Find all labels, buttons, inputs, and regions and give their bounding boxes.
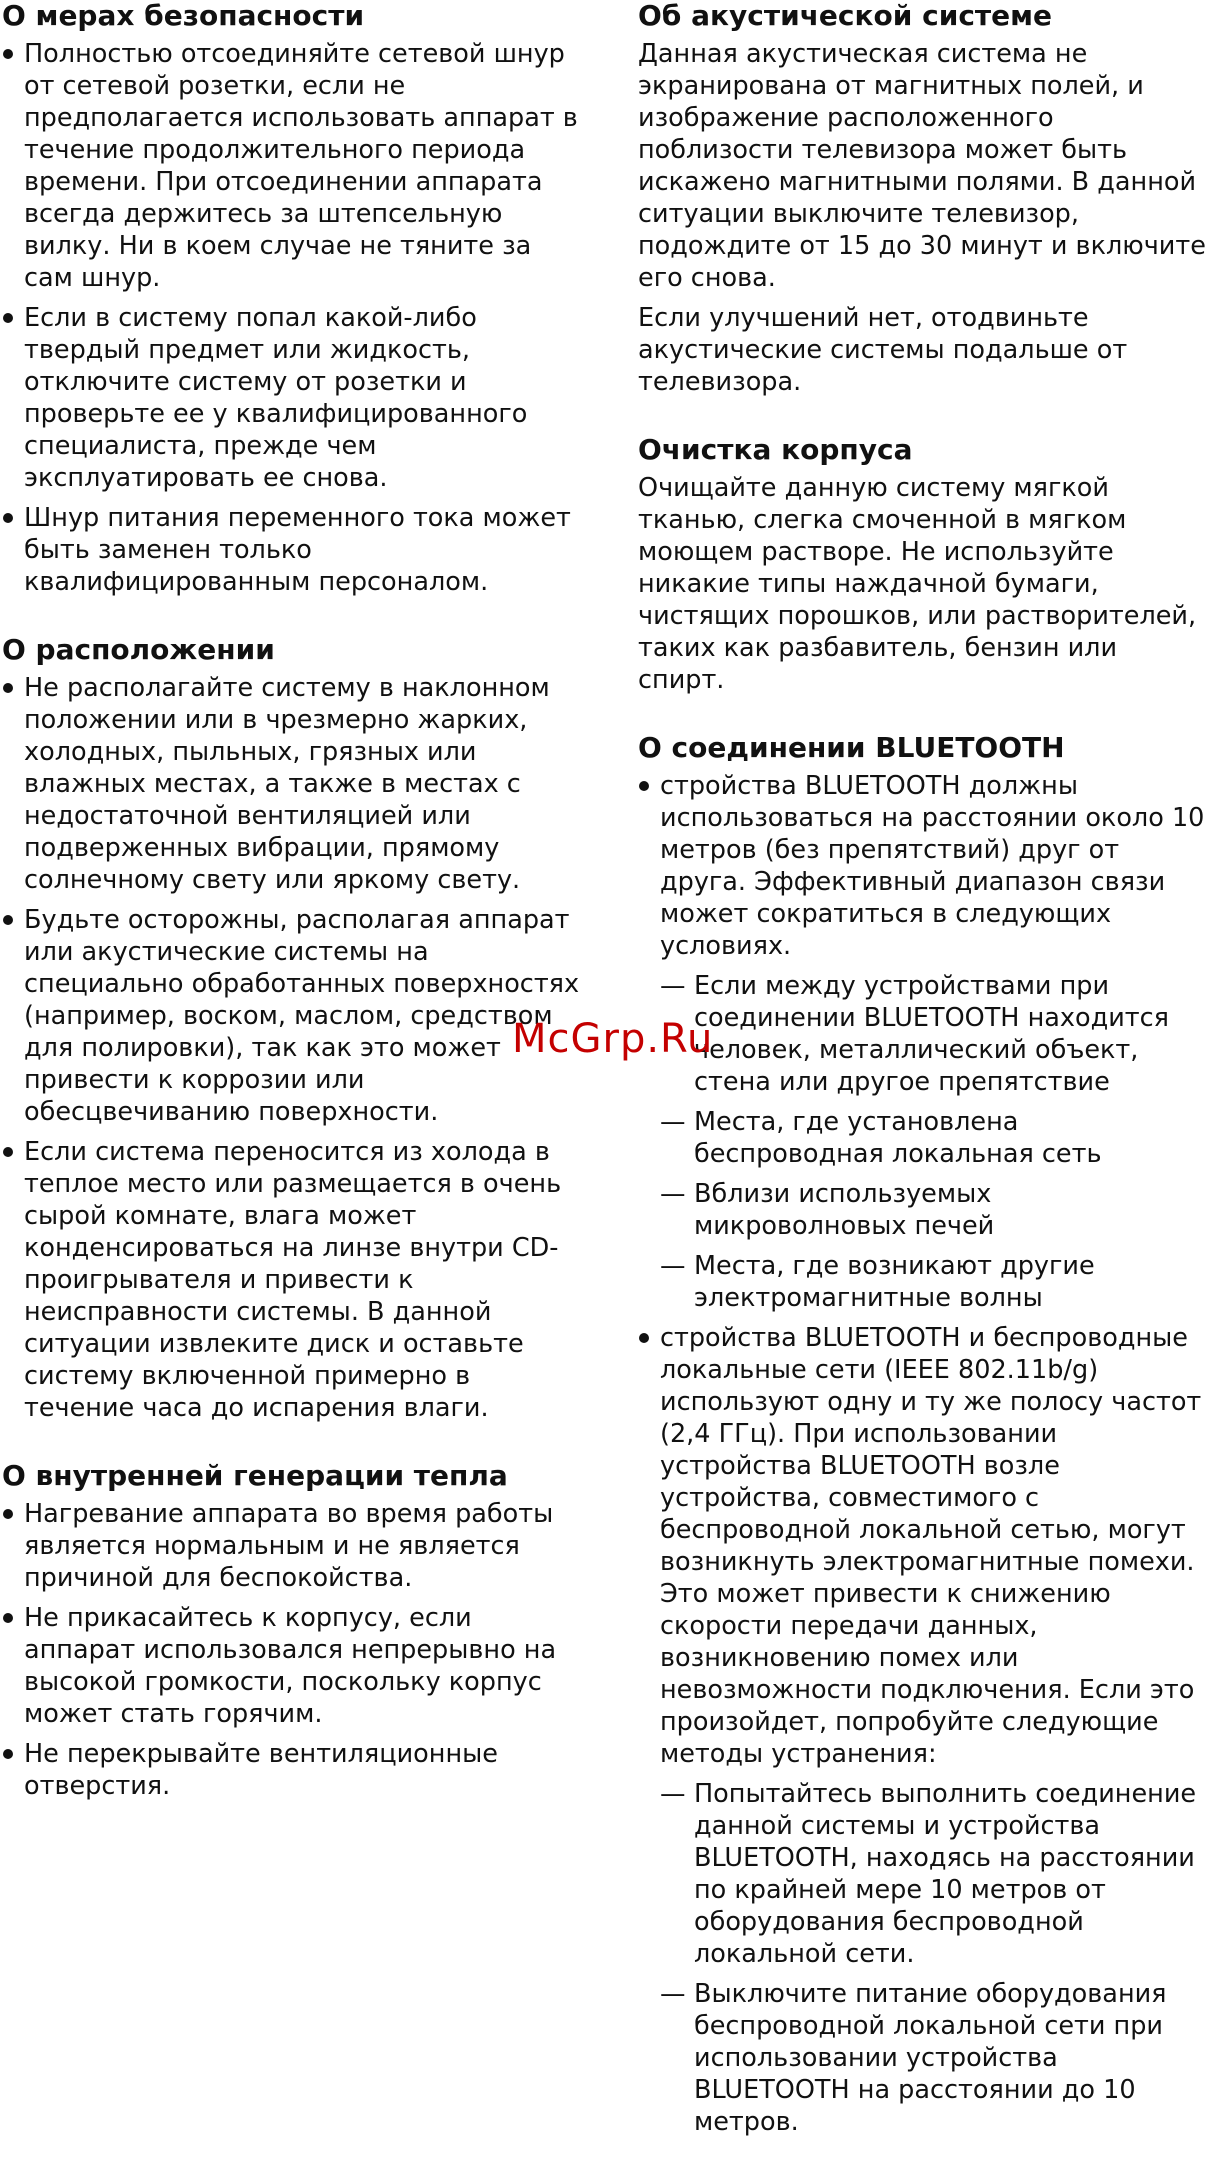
dash-item: — Места, где возникают другие электромагнитные волны — [660, 1250, 1206, 1314]
heading-cleaning: Очистка корпуса — [638, 433, 913, 466]
list-item: Не располагайте систему в наклонном положении или в чрезмерно жарких, холодных, пыльных, грязных или влажных местах, а также в местах с недостаточной вентиляцией или подверженных вибрации, прямому солнечному свету или яркому свету. — [2, 672, 582, 896]
right-column — [638, 0, 1206, 2174]
list-item: Будьте осторожны, располагая аппарат или акустические системы на специально обработанных поверхностях (например, воском, маслом, средством для полировки), так как это может привести к коррозии или обесцвечиванию поверхности. — [2, 904, 582, 1128]
section-speakers — [638, 0, 1206, 398]
list-item: Полностью отсоединяйте сетевой шнур от сетевой розетки, если не предполагается использовать аппарат в течение продолжительного периода времени. При отсоединении аппарата всегда держитесь за штепсельную вилку. Ни в коем случае не тяните за сам шнур. — [2, 38, 582, 294]
remedies-list — [660, 1778, 1206, 2138]
heat-list — [2, 1498, 582, 1802]
list-item: Не перекрывайте вентиляционные отверстия. — [2, 1738, 582, 1802]
list-item — [638, 770, 1206, 1314]
speakers-paragraph-2: Если улучшений нет, отодвиньте акустические системы подальше от телевизора. — [638, 303, 1128, 397]
list-item: Шнур питания переменного тока может быть заменен только квалифицированным персоналом. — [2, 502, 582, 598]
list-item: Если система переносится из холода в теплое место или размещается в очень сырой комнате, влага может конденсироваться на линзе внутри CD-проигрывателя и привести к неисправности системы. В данной ситуации извлеките диск и оставьте систему включенной примерно в течение часа до испарения влаги. — [2, 1136, 582, 1424]
list-item — [638, 1322, 1206, 2138]
heading-safety: О мерах безопасности — [2, 0, 365, 32]
section-bluetooth — [638, 732, 1206, 2138]
bluetooth-interference-text: стройства BLUETOOTH и беспроводные локальные сети (IEEE 802.11b/g) используют одну и ту же полосу частот (2,4 ГГц). При использовании устройства BLUETOOTH возле устройства, совместимого с беспроводной локальной сетью, могут возникнуть электромагнитные помехи. Это может привести к снижению скорости передачи данных, возникновению помех или невозможности подключения. Если это произойдет, попробуйте следующие методы устранения: — [660, 1323, 1202, 1769]
list-item: Если в систему попал какой-либо твердый предмет или жидкость, отключите систему от розетки и проверьте ее у квалифицированного специалиста, прежде чем эксплуатировать ее снова. — [2, 302, 582, 494]
safety-list — [2, 38, 582, 598]
heading-heat: О внутренней генерации тепла — [2, 1459, 508, 1492]
section-placement — [2, 634, 582, 1424]
dash-item: — Вблизи используемых микроволновых печей — [660, 1178, 1206, 1242]
speakers-paragraph: Данная акустическая система не экранирована от магнитных полей, и изображение расположенного поблизости телевизора может быть искажено магнитными полями. В данной ситуации выключите телевизор, подождите от 15 до 30 минут и включите его снова. — [638, 39, 1206, 293]
left-column — [2, 0, 582, 1838]
list-item: Не прикасайтесь к корпусу, если аппарат использовался непрерывно на высокой громкости, поскольку корпус может стать горячим. — [2, 1602, 582, 1730]
range-conditions-list — [660, 970, 1206, 1314]
cleaning-paragraph: Очищайте данную систему мягкой тканью, слегка смоченной в мягком моющем растворе. Не используйте никакие типы наждачной бумаги, чистящих порошков, или растворителей, таких как разбавитель, бензин или спирт. — [638, 473, 1197, 695]
section-safety — [2, 0, 582, 598]
dash-item: — Выключите питание оборудования беспроводной локальной сети при использовании устройства BLUETOOTH на расстоянии до 10 метров. — [660, 1978, 1206, 2138]
list-item: Нагревание аппарата во время работы является нормальным и не является причиной для беспокойства. — [2, 1498, 582, 1594]
section-cleaning — [638, 434, 1206, 696]
heading-placement: О расположении — [2, 633, 275, 666]
watermark-text: McGrp.Ru — [512, 1016, 714, 1062]
placement-list — [2, 672, 582, 1424]
bluetooth-list — [638, 770, 1206, 2138]
dash-item: — Попытайтесь выполнить соединение данной системы и устройства BLUETOOTH, находясь на расстоянии по крайней мере 10 метров от оборудования беспроводной локальной сети. — [660, 1778, 1206, 1970]
heading-speakers: Об акустической системе — [638, 0, 1053, 32]
section-heat — [2, 1460, 582, 1802]
bluetooth-range-text: стройства BLUETOOTH должны использоваться на расстоянии около 10 метров (без препятствий) друг от друга. Эффективный диапазон связи может сократиться в следующих условиях. — [660, 771, 1205, 961]
heading-bluetooth: О соединении BLUETOOTH — [638, 731, 1065, 764]
dash-item: — Места, где установлена беспроводная локальная сеть — [660, 1106, 1206, 1170]
dash-item: — Если между устройствами при соединении BLUETOOTH находится человек, металлический объект, стена или другое препятствие — [660, 970, 1206, 1098]
